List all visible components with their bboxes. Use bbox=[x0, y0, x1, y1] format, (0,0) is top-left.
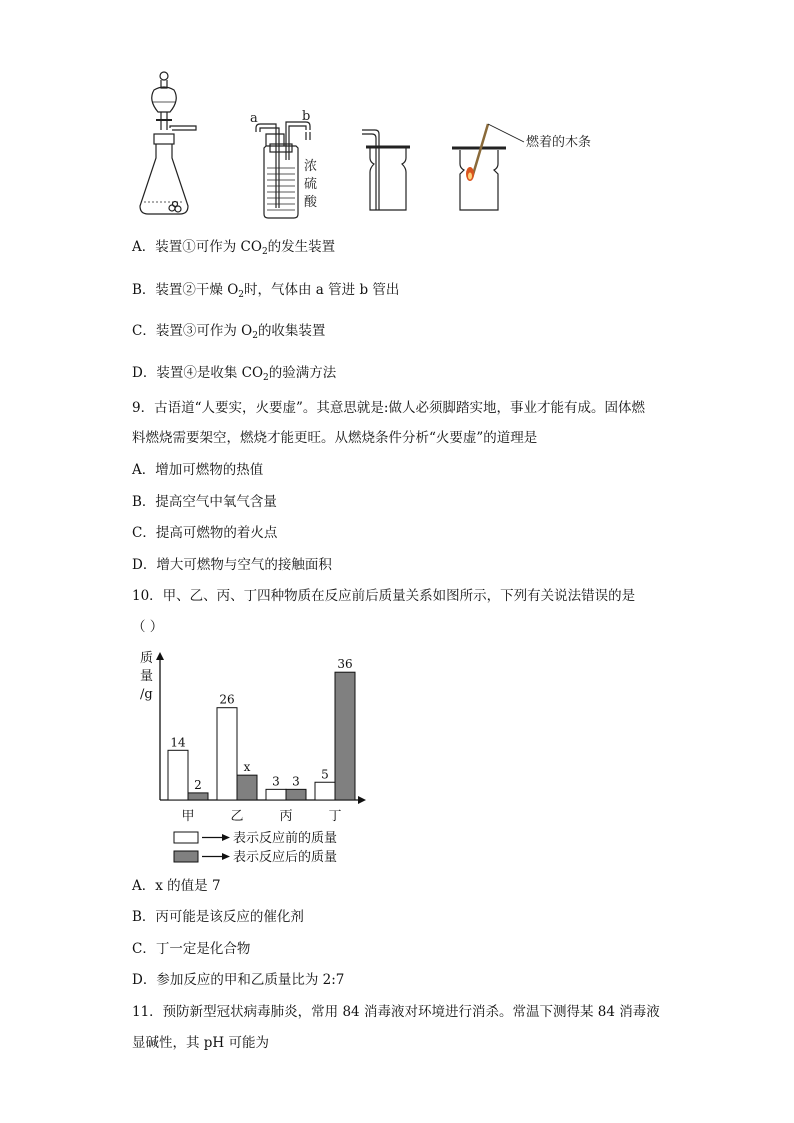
bar-data-label: 14 bbox=[170, 735, 186, 750]
bar-data-label: x bbox=[243, 760, 251, 775]
bar-data-label: 3 bbox=[272, 774, 280, 789]
x-axis-arrow bbox=[358, 796, 366, 804]
legend-label: 表示反应后的质量 bbox=[233, 850, 338, 865]
legend-swatch bbox=[174, 832, 198, 843]
acid-label-3: 酸 bbox=[304, 195, 318, 210]
mass-bar-chart bbox=[130, 640, 390, 870]
bar-before bbox=[315, 782, 335, 800]
acid-label-2: 硫 bbox=[304, 177, 318, 192]
bar-after bbox=[335, 672, 355, 800]
bar-before bbox=[168, 750, 188, 800]
q10-option-c: C．丁一定是化合物 bbox=[132, 941, 251, 957]
legend-swatch bbox=[174, 851, 198, 862]
q10-option-a: A．x 的值是 7 bbox=[132, 878, 221, 894]
bar-data-label: 5 bbox=[321, 767, 329, 782]
bar-data-label: 3 bbox=[292, 774, 300, 789]
bar-before bbox=[266, 789, 286, 800]
q10-option-b: B．丙可能是该反应的催化剂 bbox=[132, 909, 304, 925]
q10-stem-line1: 10．甲、乙、丙、丁四种物质在反应前后质量关系如图所示，下列有关说法错误的是 bbox=[132, 588, 636, 604]
q10-option-d: D．参加反应的甲和乙质量比为 2:7 bbox=[132, 972, 345, 988]
legend-arrow-head bbox=[222, 853, 230, 860]
bar-data-label: 26 bbox=[219, 692, 235, 707]
q11-stem-line2: 显碱性，其 pH 可能为 bbox=[132, 1035, 269, 1051]
bar-after bbox=[286, 789, 306, 800]
q9-stem-line2: 料燃烧需要架空，燃烧才能更旺。从燃烧条件分析“火要虚”的道理是 bbox=[132, 430, 538, 446]
q8-option-c: C．装置③可作为 $O_2$的收集装置 bbox=[132, 323, 326, 341]
apparatus-3-collection-bottle bbox=[362, 130, 410, 210]
bar-after bbox=[237, 775, 257, 800]
apparatus-4-flame-test bbox=[452, 124, 524, 210]
x-tick-label: 丙 bbox=[279, 809, 293, 824]
bar-after bbox=[188, 793, 208, 800]
q8-option-a: A．装置①可作为 $CO_2$的发生装置 bbox=[132, 239, 336, 257]
q9-option-a: A．增加可燃物的热值 bbox=[132, 462, 264, 478]
apparatus-1-flask bbox=[140, 72, 196, 214]
q9-option-b: B．提高空气中氧气含量 bbox=[132, 494, 277, 510]
x-tick-label: 丁 bbox=[328, 809, 342, 824]
y-axis-label-part: 质 bbox=[140, 651, 154, 666]
tube-a-label: a bbox=[250, 111, 258, 126]
y-axis-arrow bbox=[156, 652, 164, 660]
bar-before bbox=[217, 708, 237, 800]
y-axis-label-part: /g bbox=[140, 687, 153, 702]
q8-option-d: D．装置④是收集 $CO_2$的验满方法 bbox=[132, 365, 337, 383]
tube-b-label: b bbox=[302, 109, 311, 124]
acid-label-1: 浓 bbox=[304, 159, 318, 174]
bar-data-label: 36 bbox=[337, 657, 353, 672]
legend-label: 表示反应前的质量 bbox=[233, 831, 338, 846]
q10-stem-line2: （ ） bbox=[132, 619, 164, 635]
q9-stem-line1: 9．古语道“人要实，火要虚”。其意思就是:做人必须脚踏实地，事业才能有成。固体燃 bbox=[132, 400, 645, 416]
bar-data-label: 2 bbox=[194, 777, 202, 792]
q9-option-d: D．增大可燃物与空气的接触面积 bbox=[132, 557, 332, 573]
apparatus-2-wash-bottle bbox=[256, 122, 310, 218]
q9-option-c: C．提高可燃物的着火点 bbox=[132, 525, 278, 541]
q8-option-b: B．装置②干燥 $O_2$时，气体由 a 管进 b 管出 bbox=[132, 282, 400, 300]
q11-stem-line1: 11．预防新型冠状病毒肺炎，常用 84 消毒液对环境进行消杀。常温下测得某 84 消毒液 bbox=[132, 1004, 660, 1020]
x-tick-label: 甲 bbox=[181, 809, 195, 824]
burning-stick-label: 燃着的木条 bbox=[526, 135, 592, 150]
legend-arrow-head bbox=[222, 834, 230, 841]
y-axis-label-part: 量 bbox=[140, 669, 154, 684]
apparatus-figure bbox=[130, 68, 600, 224]
x-tick-label: 乙 bbox=[230, 809, 244, 824]
